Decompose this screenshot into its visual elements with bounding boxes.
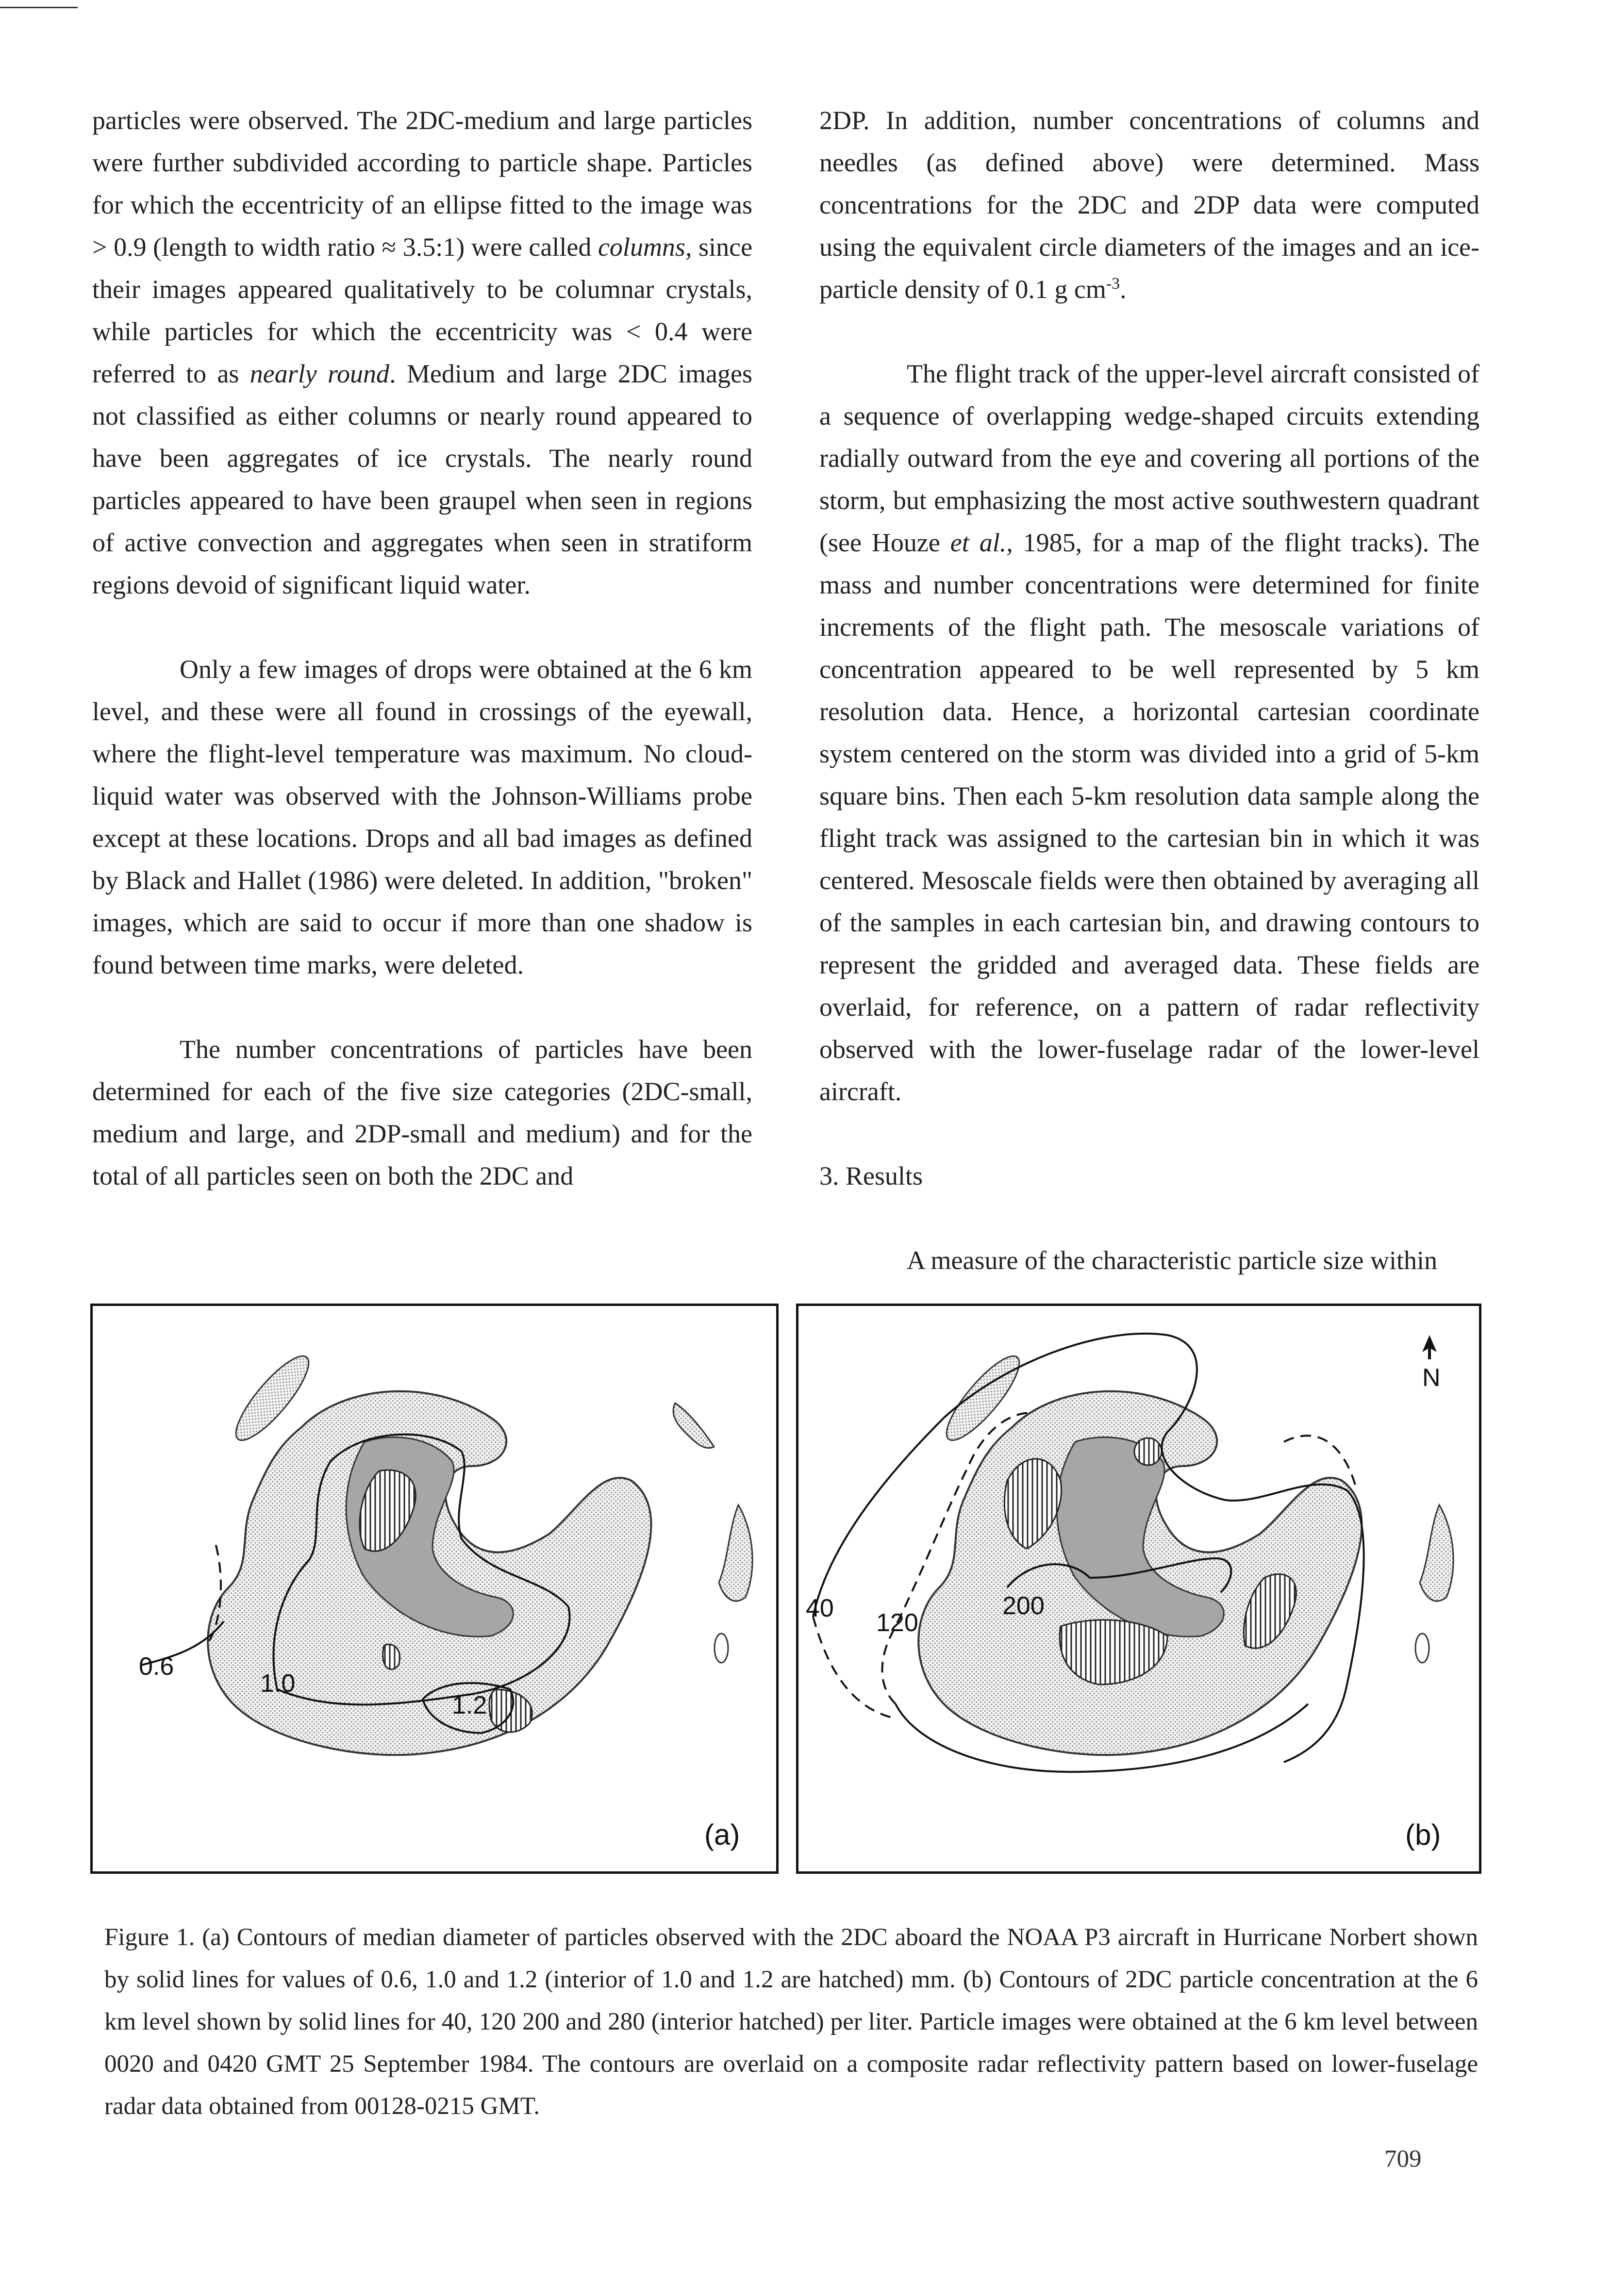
section-heading: 3. Results (819, 1161, 923, 1190)
figure-panel-b (796, 1304, 1481, 1874)
figure-b-graphic (798, 1306, 1479, 1871)
left-paragraph-2: Only a few images of drops were obtained at the 6 km level, and these were all found in crossings of the eyewall, where the flight-level temperature was maximum. No cloud-liquid water was observed with the Johnson-Williams probe except at these locations. Drops and all bad images as defined by Black and Hallet (1986) were deleted. In addition, "broken" images, which are said to occur if more than one shadow is found between time marks, were deleted. (92, 655, 752, 979)
right-column (819, 99, 1479, 1282)
hatched-region-3 (383, 1644, 400, 1669)
rainband-cell-ne (673, 1403, 714, 1448)
contour-label-3: 1.2 (452, 1691, 487, 1719)
contour-label-1: 40 (806, 1594, 834, 1622)
contour-label-2: 120 (876, 1609, 918, 1637)
right-paragraph-1: 2DP. In addition, number concentrations of columns and needles (as defined above) were determined. Mass concentrations for the 2DC and 2DP data were computed using the equivalent circle diameters of the images and an ice-particle density of 0.1 g $cm^{-3}$. (819, 106, 1479, 304)
right-paragraph-2: The flight track of the upper-level aircraft consisted of a sequence of overlapping wedge-shaped circuits extending radially outward from the eye and covering all portions of the storm, but emphasizing the most active southwestern quadrant (see Houze et al., 1985, for a map of the flight tracks). The mass and number concentrations were determined for finite increments of the flight path. The mesoscale variations of concentration appeared to be well represented by 5 km resolution data. Hence, a horizontal cartesian coordinate system centered on the storm was divided into a grid of 5-km square bins. Then each 5-km resolution data sample along the flight track was assigned to the cartesian bin in which it was centered. Mesoscale fields were then obtained by averaging all of the samples in each cartesian bin, and drawing contours to represent the gridded and averaged data. These fields are overlaid, for reference, on a pattern of radar reflectivity observed with the lower-fuselage radar of the lower-level aircraft. (819, 359, 1480, 1106)
panel-a-label: (a) (704, 1818, 740, 1851)
top-rule (0, 7, 78, 8)
contour-label-3: 200 (1002, 1592, 1045, 1620)
left-column (92, 99, 752, 1197)
small-cell-e (1415, 1634, 1429, 1663)
left-paragraph-3: The number concentrations of particles have been determined for each of the five size categories (2DC-small, medium and large, and 2DP-small and medium) and for the total of all particles seen on both the 2DC and (92, 1035, 752, 1190)
right-paragraph-3: A measure of the characteristic particle size within (907, 1246, 1438, 1275)
contour-label-1: 0.6 (139, 1652, 174, 1681)
figure-caption: Figure 1. (a) Contours of median diameter of particles observed with the 2DC aboard the NOAA P3 aircraft in Hurricane Norbert shown by solid lines for values of 0.6, 1.0 and 1.2 (interior of 1.0 and 1.2 are hatched) mm. (b) Contours of 2DC particle concentration at the 6 km level shown by solid lines for 40, 120 200 and 280 (interior hatched) per liter. Particle images were obtained at the 6 km level between 0020 and 0420 GMT 25 September 1984. The contours are overlaid on a composite radar reflectivity pattern based on lower-fuselage radar data obtained from 00128-0215 GMT. (104, 1924, 1478, 2120)
small-cell-e (715, 1634, 728, 1663)
contour-label-2: 1.0 (260, 1669, 296, 1698)
figure-panel-a (90, 1304, 779, 1874)
rainband-cell-e (1420, 1505, 1453, 1601)
north-label: N (1422, 1364, 1441, 1392)
left-paragraph-1: particles were observed. The 2DC-medium and large particles were further subdivided according to particle shape. Particles for which the eccentricity of an ellipse fitted to the image was > 0.9 (length to width ratio ≈ 3.5:1) were called columns, since their images appeared qualitatively to be columnar crystals, while particles for which the eccentricity was < 0.4 were referred to as nearly round. Medium and large 2DC images not classified as either columns or nearly round appeared to have been aggregates of ice crystals. The nearly round particles appeared to have been graupel when seen in regions of active convection and aggregates when seen in stratiform regions devoid of significant liquid water. (92, 106, 753, 599)
figure-a-graphic (93, 1306, 776, 1871)
north-arrow-icon (1422, 1335, 1437, 1359)
hatched-region-4 (1134, 1438, 1162, 1465)
panel-b-label: (b) (1405, 1818, 1441, 1851)
rainband-cell-e (719, 1505, 752, 1601)
page-number: 709 (1384, 2146, 1422, 2173)
